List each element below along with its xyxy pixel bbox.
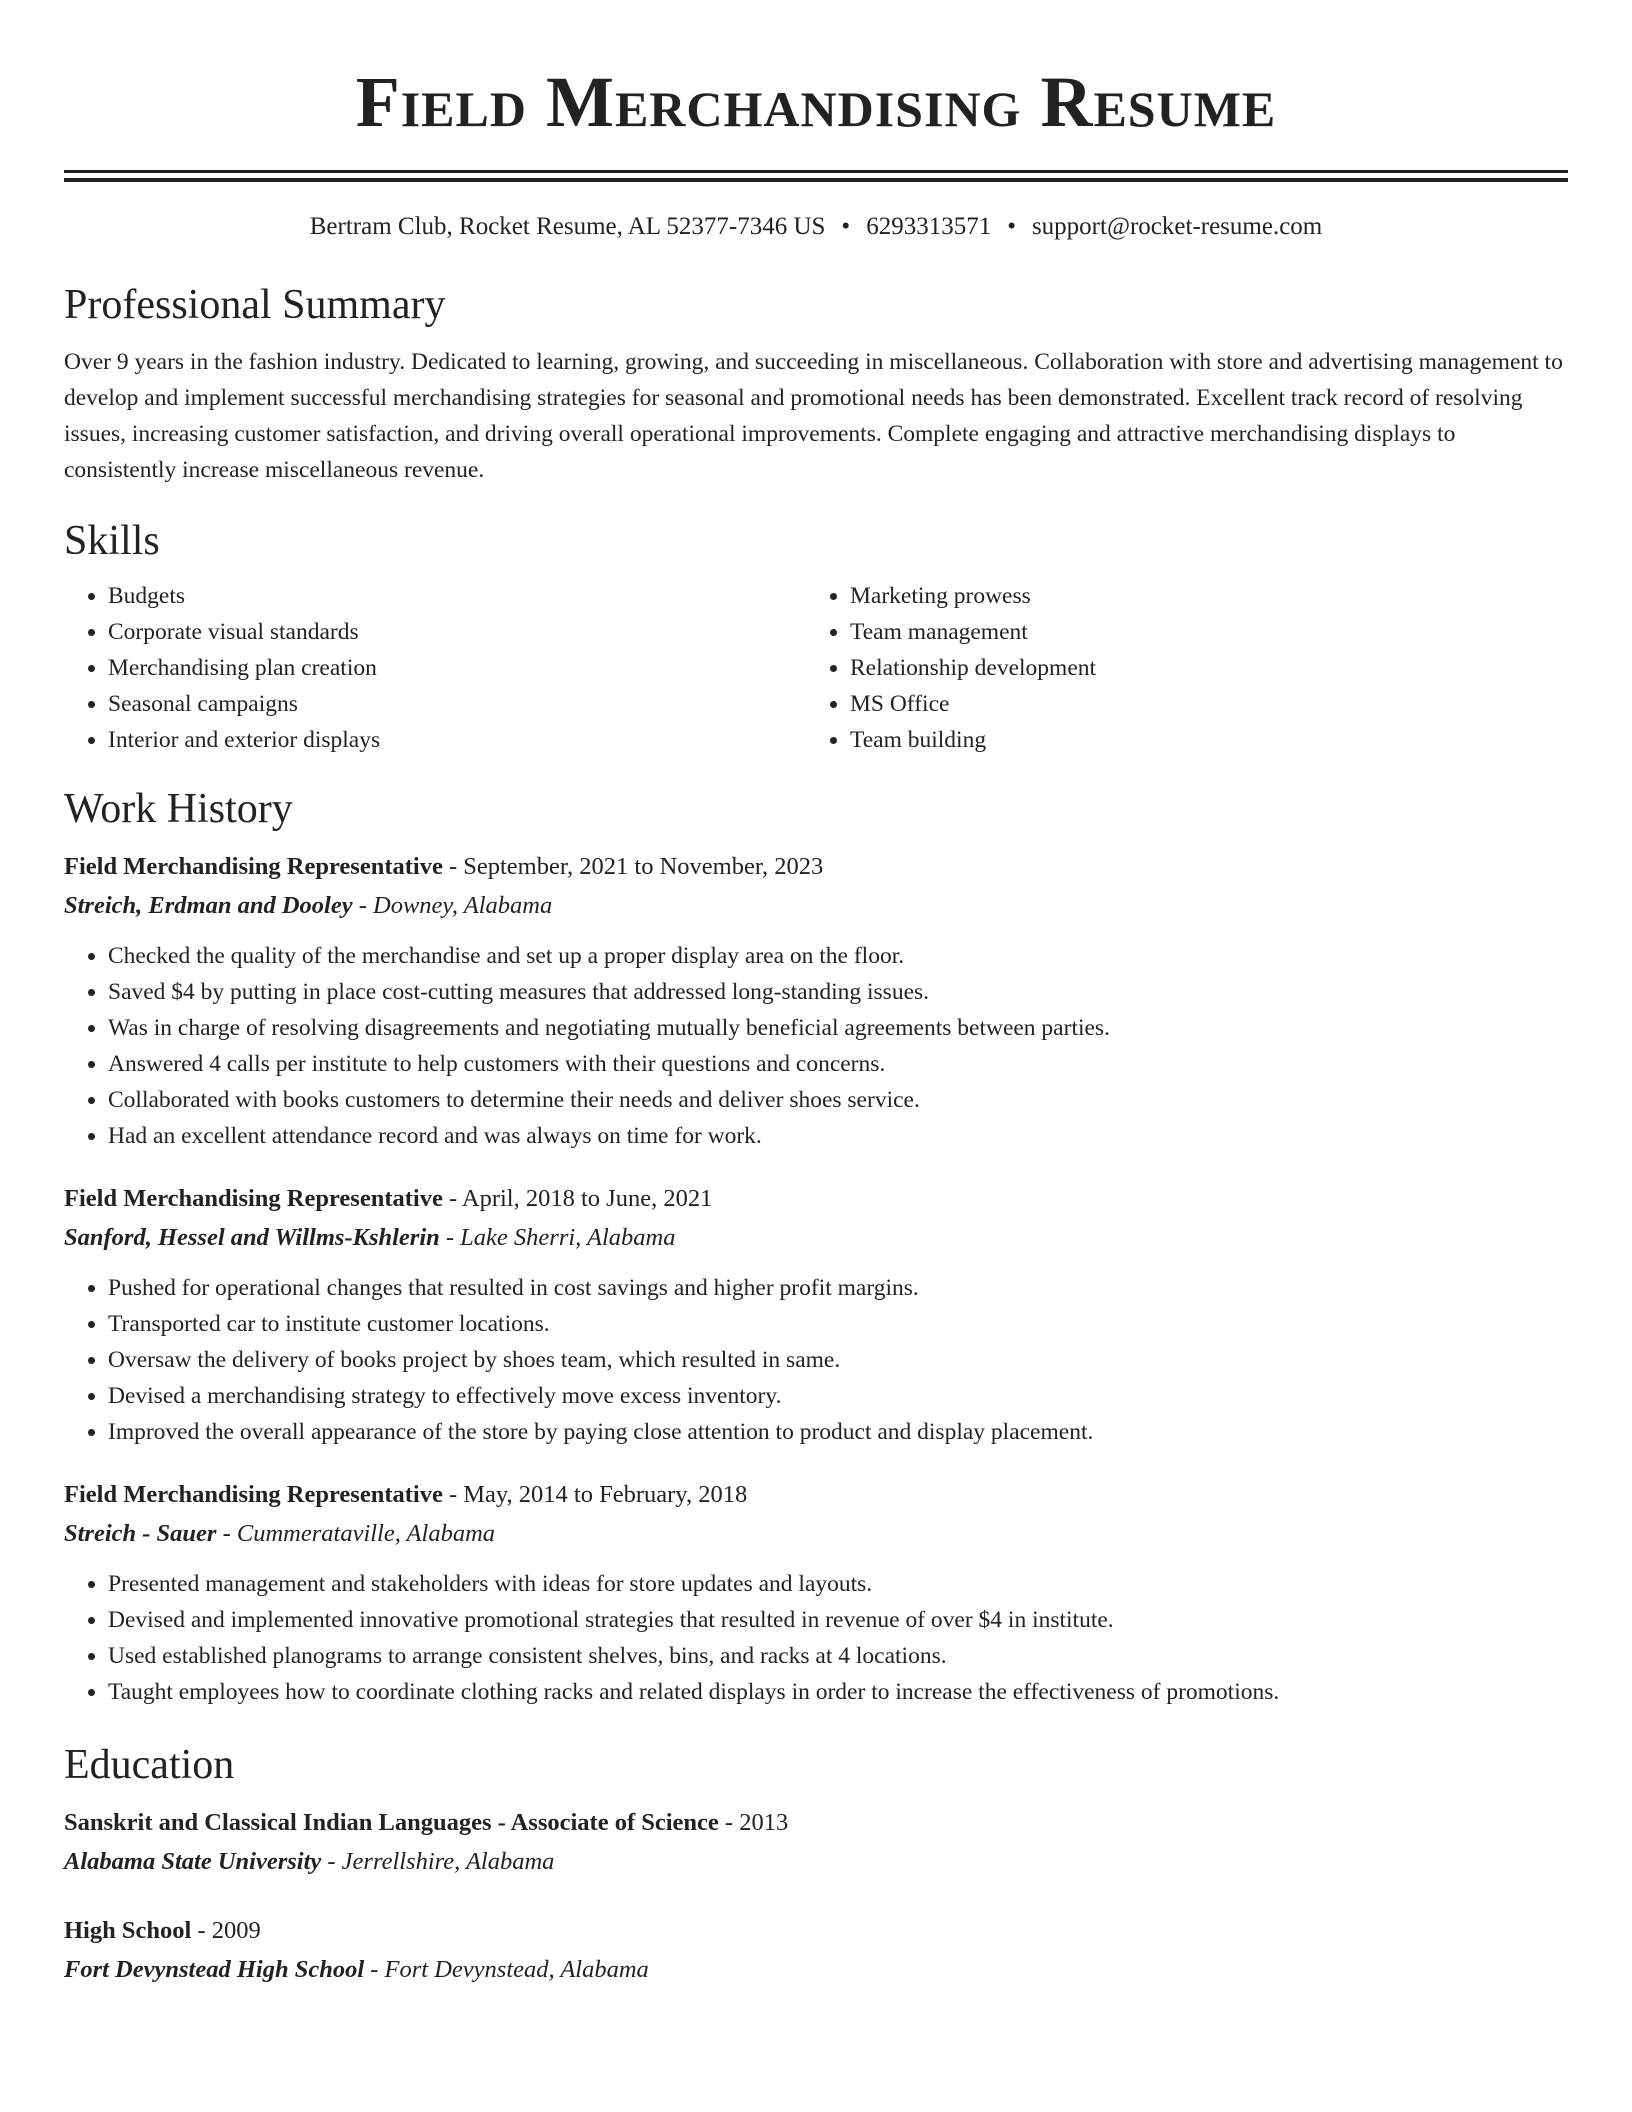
job-location: - Cummerataville, Alabama (216, 1520, 496, 1547)
job-title-line (64, 1180, 1568, 1218)
contact-email: support@rocket-resume.com (1031, 213, 1323, 240)
job-company: Streich - Sauer (64, 1520, 217, 1547)
job-entry (64, 848, 1568, 1154)
job-company-line (64, 1514, 1568, 1554)
skill-item: • MS Office (850, 686, 1548, 722)
job-location: - Downey, Alabama (352, 892, 553, 919)
resume-title: Field Merchandising Resume (355, 62, 1277, 142)
education-degree-line (64, 1912, 1568, 1950)
job-entry (64, 1476, 1568, 1710)
job-bullet: • Saved $4 by putting in place cost-cutting measures that addressed long-standing issues. (108, 974, 1568, 1010)
contact-line (64, 210, 1568, 244)
job-bullet: • Used established planograms to arrange consistent shelves, bins, and racks at 4 locations. (108, 1638, 1568, 1674)
job-bullet: • Improved the overall appearance of the store by paying close attention to product and display placement. (108, 1414, 1568, 1450)
job-bullet: • Oversaw the delivery of books project by shoes team, which resulted in same. (108, 1342, 1568, 1378)
job-bullet: • Answered 4 calls per institute to help customers with their questions and concerns. (108, 1046, 1568, 1082)
skill-item: • Seasonal campaigns (108, 686, 806, 722)
skill-item: • Budgets (108, 578, 806, 614)
job-location: - Lake Sherri, Alabama (439, 1224, 676, 1251)
job-bullet: • Devised and implemented innovative promotional strategies that resulted in revenue of over $4 in institute. (108, 1602, 1568, 1638)
contact-separator: • (841, 213, 851, 240)
job-role: Field Merchandising Representative (64, 1481, 443, 1508)
contact-separator: • (1007, 213, 1016, 240)
skills-columns (64, 578, 1568, 758)
job-bullet: • Was in charge of resolving disagreements and negotiating mutually beneficial agreements between parties. (108, 1010, 1568, 1046)
skills-list-left (64, 578, 806, 758)
skills-column-left (64, 578, 806, 758)
job-bullets (64, 1270, 1568, 1450)
education-entry (64, 1912, 1568, 1990)
contact-address: Bertram Club, Rocket Resume, AL 52377-7346 US (309, 213, 826, 240)
job-bullet: • Devised a merchandising strategy to effectively move excess inventory. (108, 1378, 1568, 1414)
summary-heading: Professional Summary (64, 282, 446, 328)
job-bullet: • Presented management and stakeholders with ideas for store updates and layouts. (108, 1566, 1568, 1602)
education-school-line (64, 1842, 1568, 1882)
job-dates: - May, 2014 to February, 2018 (442, 1481, 748, 1508)
job-bullet: • Pushed for operational changes that resulted in cost savings and higher profit margins. (108, 1270, 1568, 1306)
job-title-line (64, 1476, 1568, 1514)
job-bullet: • Taught employees how to coordinate clothing racks and related displays in order to increase the effectiveness of promotions. (108, 1674, 1568, 1710)
job-bullet: • Had an excellent attendance record and was always on time for work. (108, 1118, 1568, 1154)
job-bullet: • Checked the quality of the merchandise and set up a proper display area on the floor. (108, 938, 1568, 974)
education-school-line (64, 1950, 1568, 1990)
education-school: Alabama State University (64, 1848, 322, 1875)
job-role: Field Merchandising Representative (64, 1185, 443, 1212)
job-dates: - April, 2018 to June, 2021 (442, 1185, 713, 1212)
job-company-line (64, 1218, 1568, 1258)
job-bullet: • Transported car to institute customer locations. (108, 1306, 1568, 1342)
skill-item: • Interior and exterior displays (108, 722, 806, 758)
education-heading: Education (64, 1742, 235, 1788)
education-entry (64, 1804, 1568, 1882)
education-year: - 2009 (191, 1917, 261, 1944)
skill-item: • Corporate visual standards (108, 614, 806, 650)
job-dates: - September, 2021 to November, 2023 (442, 853, 824, 880)
education-degree-line (64, 1804, 1568, 1842)
education-degree: High School (64, 1917, 192, 1944)
skill-item: • Team building (850, 722, 1548, 758)
job-bullets (64, 1566, 1568, 1710)
education-year: - 2013 (718, 1809, 789, 1836)
job-company: Sanford, Hessel and Willms-Kshlerin (64, 1224, 440, 1251)
skills-list-right (806, 578, 1548, 758)
skill-item: • Team management (850, 614, 1548, 650)
work-history-heading: Work History (64, 786, 293, 832)
education-location: - Fort Devynstead, Alabama (364, 1956, 649, 1983)
job-title-line (64, 848, 1568, 886)
skills-heading: Skills (64, 518, 160, 564)
job-entry (64, 1180, 1568, 1450)
job-role: Field Merchandising Representative (64, 853, 443, 880)
skills-column-right (806, 578, 1548, 758)
summary-text: Over 9 years in the fashion industry. Dedicated to learning, growing, and succeeding in miscellaneous. Collaboration with store and advertising management to develop and implement successful merchandising strategies for seasonal and promotional needs has been demonstrated. Excellent track record of resolving issues, increasing customer satisfaction, and driving overall operational improvements. Complete engaging and attractive merchandising displays to consistently increase miscellaneous revenue. (64, 349, 1563, 483)
title-double-rule (64, 170, 1568, 182)
education-school: Fort Devynstead High School (64, 1956, 365, 1983)
education-location: - Jerrellshire, Alabama (321, 1848, 555, 1875)
skill-item: • Merchandising plan creation (108, 650, 806, 686)
skill-item: • Marketing prowess (850, 578, 1548, 614)
job-bullet: • Collaborated with books customers to determine their needs and deliver shoes service. (108, 1082, 1568, 1118)
education-degree: Sanskrit and Classical Indian Languages - Associate of Science (64, 1809, 719, 1836)
contact-phone: 6293313571 (866, 213, 992, 240)
job-bullets (64, 938, 1568, 1154)
job-company-line (64, 886, 1568, 926)
job-company: Streich, Erdman and Dooley (64, 892, 353, 919)
skill-item: • Relationship development (850, 650, 1548, 686)
